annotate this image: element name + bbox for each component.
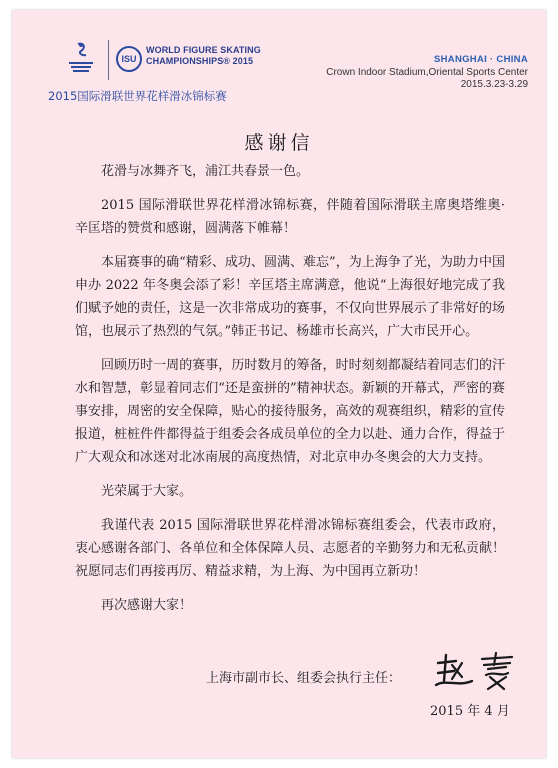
paragraph: 2015 国际滑联世界花样滑冰锦标赛，伴随着国际滑联主席奥塔维奥·辛匡塔的赞赏和感谢，圆满落下帷幕！ xyxy=(75,198,505,236)
event-dates: 2015.3.23-3.29 xyxy=(460,79,528,90)
paragraph: 光荣属于大家。 xyxy=(101,484,193,499)
event-title-cn: 2015国际滑联世界花样滑冰锦标赛 xyxy=(48,89,227,103)
letter-title: 感谢信 xyxy=(244,132,314,154)
skater-logo-icon xyxy=(64,40,98,80)
paragraph: 回顾历时一周的赛事，历时数月的筹备，时时刻刻都凝结着同志们的汗水和智慧，彰显着同志们“还是蛮拼的”精神状态。新颖的开幕式，严密的赛事安排，周密的安全保障，贴心的接待服务，高效的观赛组织，精彩的宣传报道，桩桩件件都得益于组委会各成员单位的全力以赴、通力合作，得益于广大观众和冰迷对北冰南展的高度热情，对北京申办冬奥会的大力支持。 xyxy=(75,358,505,465)
letter-page xyxy=(12,10,546,758)
paragraph: 本届赛事的确“精彩、成功、圆满、难忘”，为上海争了光，为助力中国申办 2022 年冬奥会添了彩！辛匡塔主席满意，他说“上海很好地完成了我们赋予她的责任，这是一次非常成功的赛事，不仅向世界展示了非常好的场馆，也展示了热烈的气氛。”韩正书记、杨雄市长高兴，广大市民开心。 xyxy=(75,255,505,339)
venue-name: Crown Indoor Stadium,Oriental Sports Center xyxy=(326,66,528,78)
paragraph: 我谨代表 2015 国际滑联世界花样滑冰锦标赛组委会，代表市政府，衷心感谢各部门、各单位和全体保障人员、志愿者的辛勤努力和无私贡献！祝愿同志们再接再厉、精益求精，为上海、为中国再立新功！ xyxy=(75,518,505,579)
logo-divider xyxy=(108,40,109,80)
signer-title: 上海市副市长、组委会执行主任： xyxy=(206,671,402,686)
paragraph: 再次感谢大家！ xyxy=(101,598,193,613)
handwritten-signature xyxy=(432,651,522,691)
event-title-en: WORLD FIGURE SKATING CHAMPIONSHIPS® 2015 xyxy=(146,45,261,66)
letter-body xyxy=(75,160,505,617)
venue-city: SHANGHAI · CHINA xyxy=(434,54,528,65)
letter-date: 2015 年 4 月 xyxy=(430,704,510,719)
isu-logo-icon: ISU xyxy=(116,46,142,72)
venue-block xyxy=(326,54,528,92)
signature-row xyxy=(184,657,514,691)
paragraph: 花滑与冰舞齐飞，浦江共春景一色。 xyxy=(101,164,310,179)
